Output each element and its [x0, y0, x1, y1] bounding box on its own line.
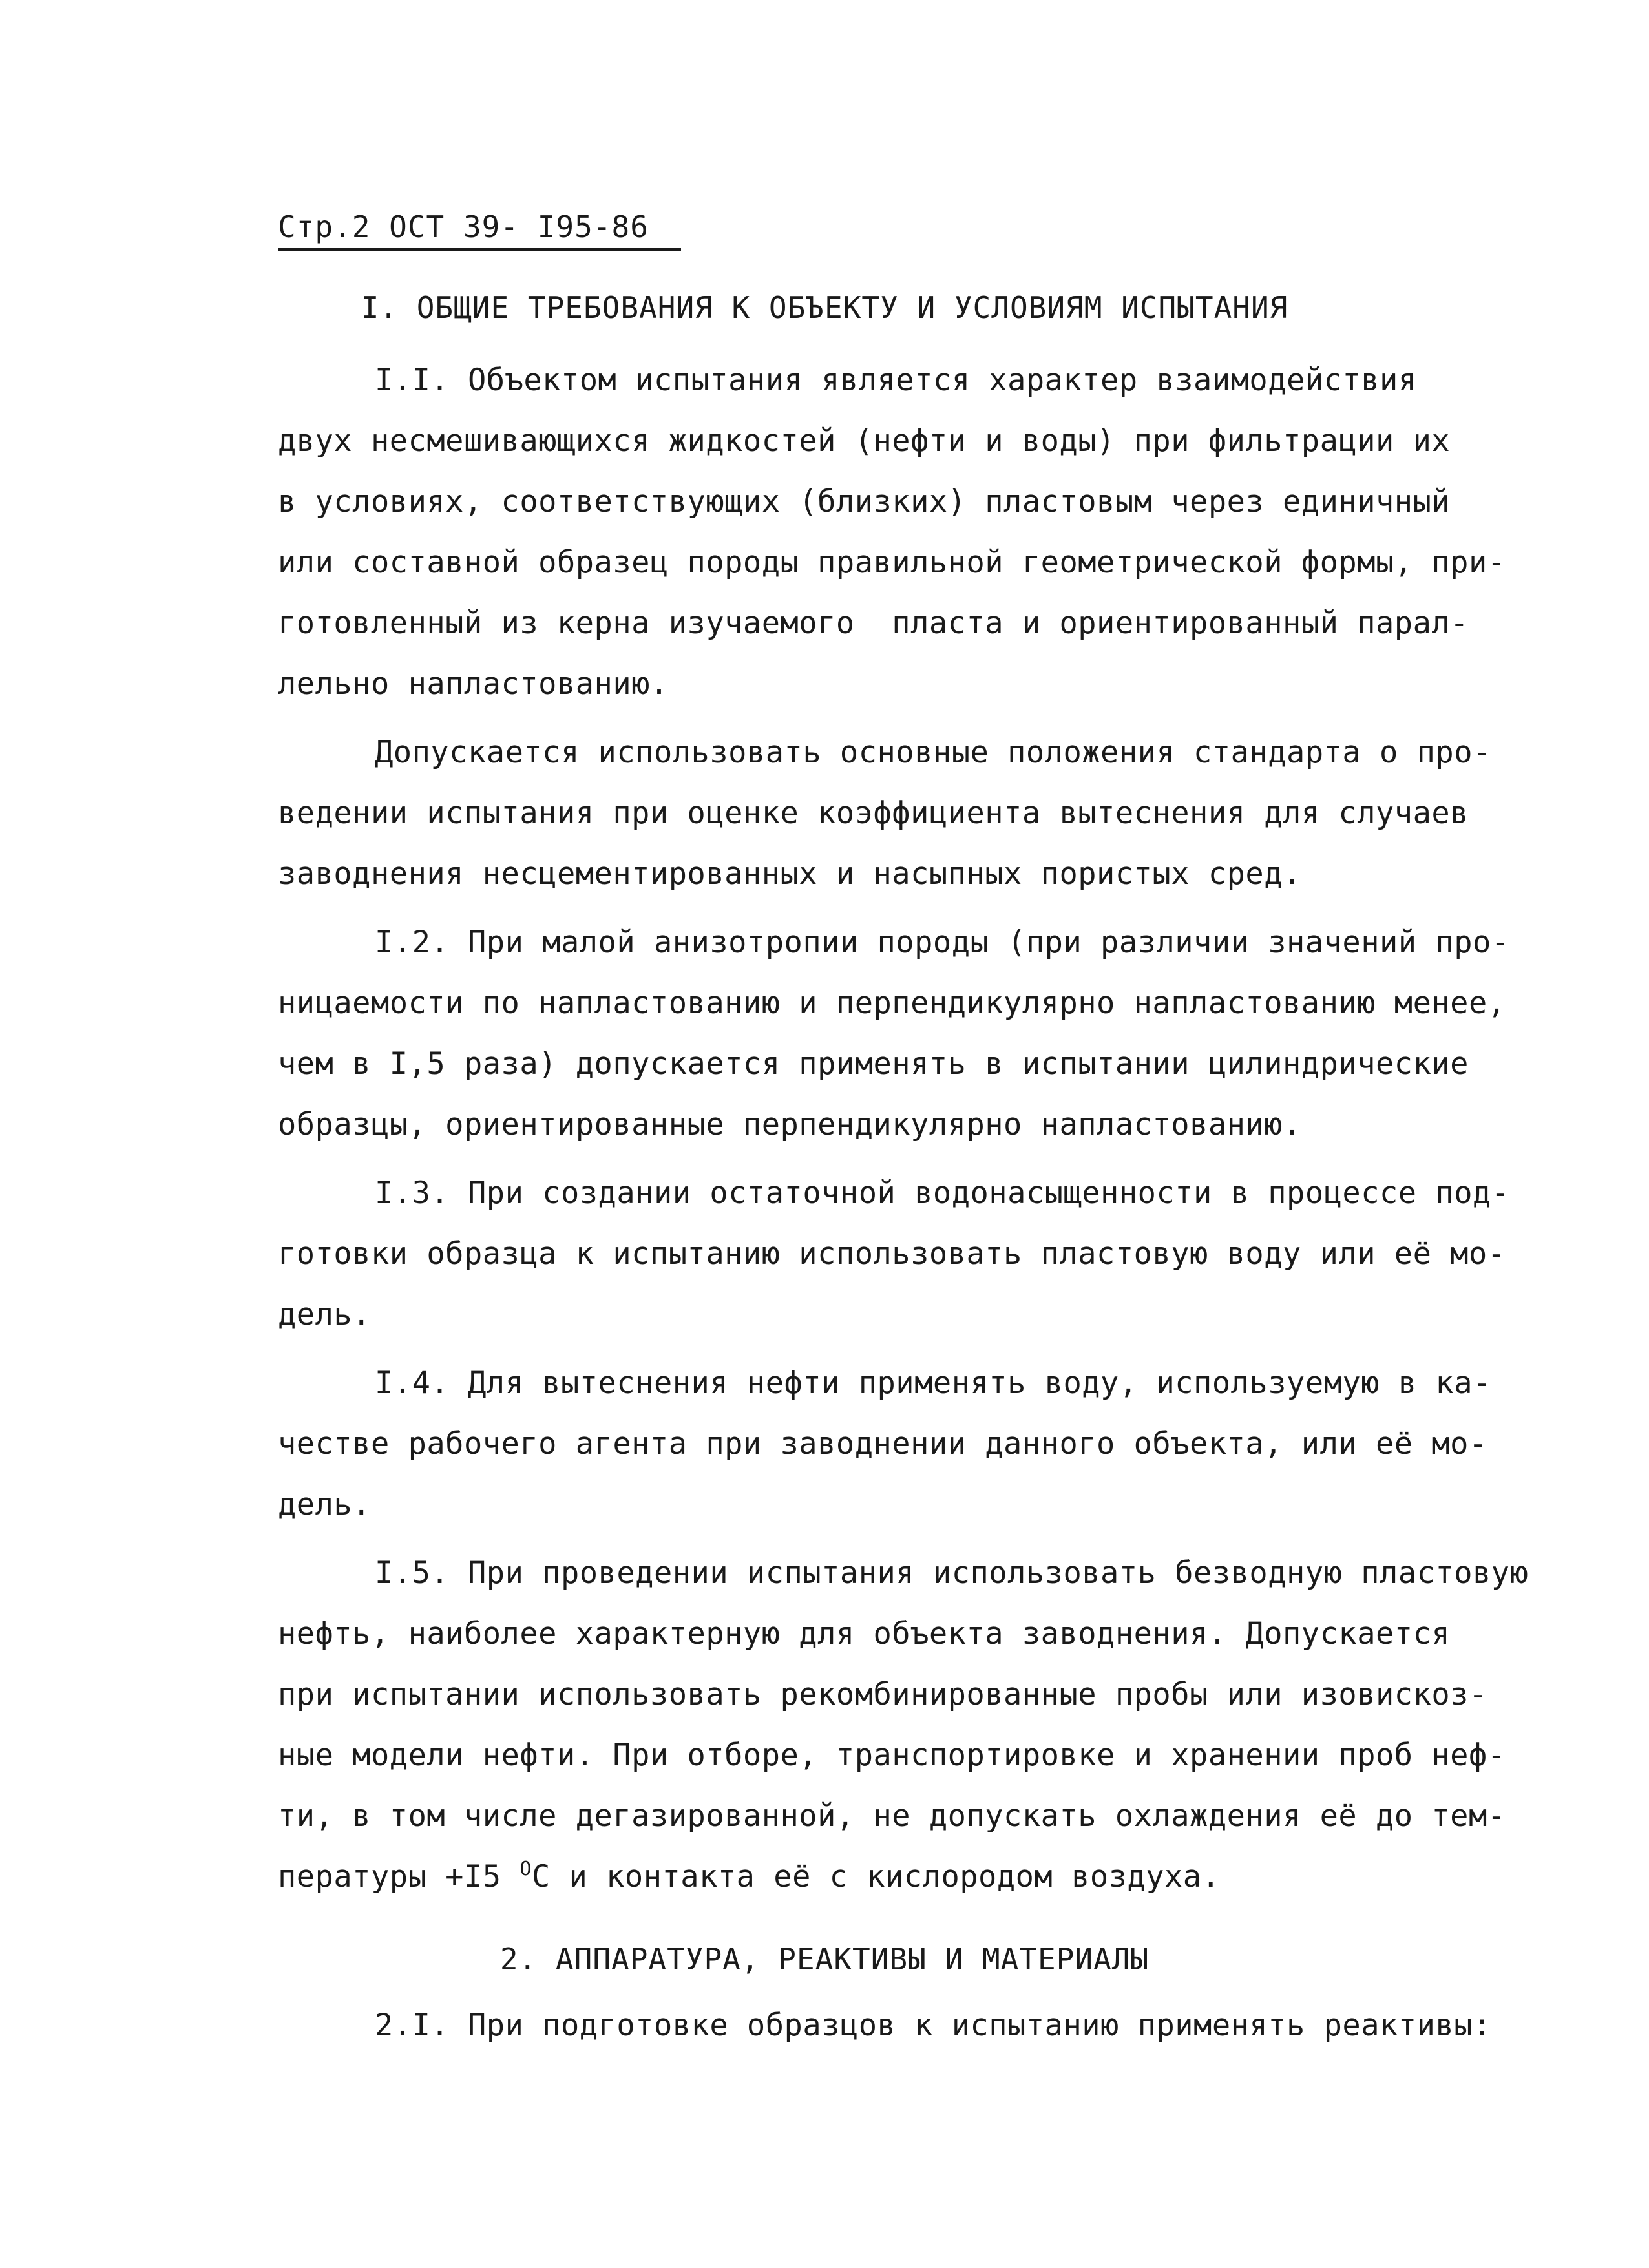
section-2-title: 2. АППАРАТУРА, РЕАКТИВЫ И МАТЕРИАЛЫ: [499, 1942, 1150, 1977]
paragraph-1-1: [278, 350, 1551, 715]
page-header: Стр.2 ОСТ 39- I95-86: [278, 205, 681, 251]
text-line: I.3. При создании остаточной водонасыщенности в процессе под-: [375, 1175, 1510, 1211]
text-line: честве рабочего агента при заводнении данного объекта, или её мо-: [278, 1426, 1487, 1462]
text-line: при испытании использовать рекомбинированные пробы или изовискоз-: [278, 1677, 1487, 1712]
text-line: чем в I,5 раза) допускается применять в испытании цилиндрические: [278, 1046, 1469, 1082]
text-line: или составной образец породы правильной геометрической формы, при-: [278, 545, 1506, 580]
text-line: I.2. При малой анизотропии породы (при различии значений про-: [375, 925, 1510, 960]
text-line: 2.I. При подготовке образцов к испытанию применять реактивы:: [375, 2008, 1491, 2043]
text-line: ти, в том числе дегазированной, не допускать охлаждения её до тем-: [278, 1798, 1506, 1834]
text-line: Допускается использовать основные положения стандарта о про-: [375, 735, 1491, 770]
text-line: готовки образца к испытанию использовать пластовую воду или её мо-: [278, 1236, 1506, 1272]
text-line: ные модели нефти. При отборе, транспортировке и хранении проб неф-: [278, 1738, 1506, 1773]
text-line: ведении испытания при оценке коэффициента вытеснения для случаев: [278, 795, 1469, 831]
text-line: ницаемости по напластованию и перпендикулярно напластованию менее,: [278, 985, 1506, 1021]
text-fragment: пературы +I5: [278, 1859, 520, 1895]
text-line: заводнения несцементированных и насыпных пористых сред.: [278, 856, 1301, 892]
paragraph-1-3: [278, 1163, 1551, 1345]
text-line: лельно напластованию.: [278, 666, 669, 702]
section-1-title: I. ОБЩИЕ ТРЕБОВАНИЯ К ОБЪЕКТУ И УСЛОВИЯМ ИСПЫТАНИЯ: [361, 290, 1288, 325]
text-line: I.5. При проведении испытания использовать безводную пластовую: [375, 1555, 1529, 1591]
text-line: образцы, ориентированные перпендикулярно напластованию.: [278, 1107, 1301, 1142]
text-line: дель.: [278, 1487, 371, 1522]
text-line: в условиях, соответствующих (близких) пластовым через единичный: [278, 484, 1451, 520]
paragraph-2-1: [278, 1995, 1551, 2056]
paragraph-1-4: [278, 1353, 1551, 1535]
text-line: I.4. Для вытеснения нефти применять воду, используемую в ка-: [375, 1365, 1491, 1401]
text-line: нефть, наиболее характерную для объекта заводнения. Допускается: [278, 1616, 1451, 1652]
paragraph-1-5: [278, 1543, 1551, 1907]
text-line: дель.: [278, 1297, 371, 1332]
paragraph-1-2: [278, 912, 1551, 1155]
paragraph-allowance: [278, 722, 1551, 905]
text-line: двух несмешивающихся жидкостей (нефти и воды) при фильтрации их: [278, 423, 1451, 459]
text-fragment: С и контакта её с кислородом воздуха.: [531, 1859, 1221, 1895]
text-line: I.I. Объектом испытания является характер взаимодействия: [375, 362, 1417, 398]
text-line-last: [278, 1847, 1551, 1907]
text-line: готовленный из керна изучаемого пласта и ориентированный парал-: [278, 605, 1469, 641]
degree-superscript: О: [520, 1858, 532, 1880]
